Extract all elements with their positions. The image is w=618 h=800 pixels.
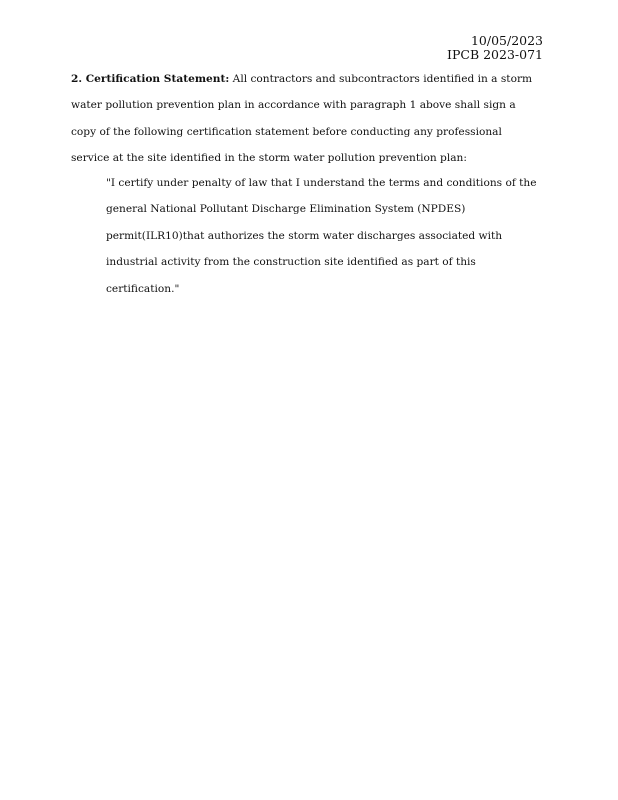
filing-date: 10/05/2023 [470, 33, 543, 48]
certification-paragraph [71, 66, 543, 172]
docket-number: IPCB 2023-071 [447, 47, 543, 62]
section-body: All contractors and subcontractors identified in a storm water pollution prevention plan in accordance with paragraph 1 above shall sign a copy of the following certification statement before conducting any professional service at the site identified in the storm water pollution prevention plan: [71, 73, 533, 165]
certification-quote: "I certify under penalty of law that I understand the terms and conditions of the general National Pollutant Discharge Elimination System (NPDES) permit(ILR10)that authorizes the storm water discharges associated with industrial activity from the construction site identified as part of this certification." [106, 177, 537, 295]
page-header [447, 34, 543, 62]
section-title: 2. Certification Statement: [71, 73, 230, 85]
